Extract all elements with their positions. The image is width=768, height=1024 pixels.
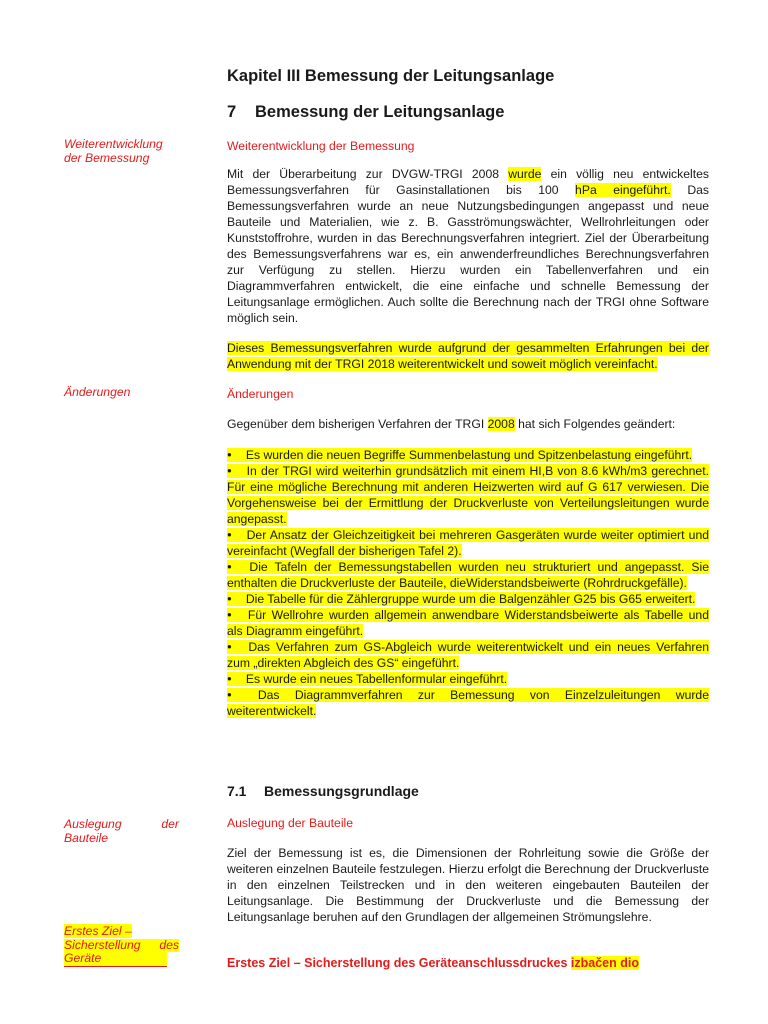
margin-word: Bauteile [64, 830, 109, 845]
highlight-wurde: wurde [508, 167, 542, 181]
section-title: Bemessungsgrundlage [264, 783, 419, 799]
margin-highlight: Erstes Ziel – [64, 924, 132, 938]
bullet-item: ● Das Verfahren zum GS-Abgleich wurde weiterentwickelt und ein neues Verfahren zum „direkten Abgleich des GS“ eingeführt. [227, 640, 709, 670]
subheading-weiterentwicklung: Weiterentwicklung der Bemessung [227, 139, 415, 153]
highlight-izbacen: izbačen dio [570, 956, 639, 970]
bullet-item: ● Das Diagrammverfahren zur Bemessung von Einzelzuleitungen wurde weiterentwickelt. [227, 688, 709, 718]
subheading-erstes-ziel [227, 955, 709, 971]
bullet-item: ● Für Wellrohre wurden allgemein anwendbare Widerstandsbeiwerte als Tabelle und als Diagramm eingeführt. [227, 608, 709, 638]
text-run: hat sich Folgendes geändert: [514, 417, 676, 431]
highlight-hpa: hPa eingeführt. [575, 183, 671, 197]
highlight-2008: 2008 [487, 417, 515, 431]
margin-word: der [161, 817, 179, 831]
subheading-aenderungen: Änderungen [227, 387, 294, 401]
bullet-item: ● Die Tafeln der Bemessungstabellen wurden neu strukturiert und angepasst. Sie enthalten die Druckverluste der Bauteile, dieWiderstandsbeiwerte (Rohrdruckgefälle). [227, 560, 709, 590]
paragraph-weiterentwicklung-2 [227, 340, 709, 372]
margin-word: Geräte [64, 952, 167, 967]
section-title: Bemessung der Leitungsanlage [255, 103, 505, 121]
text-run: Erstes Ziel – Sicherstellung des Geräteanschlussdruckes [227, 956, 571, 970]
section-7-heading [227, 102, 709, 122]
bullet-item: ● Die Tabelle für die Zählergruppe wurde um die Balgenzähler G25 bis G65 erweitert. [227, 592, 695, 606]
aenderungen-bullet-list [227, 447, 709, 719]
bullet-item: ● Der Ansatz der Gleichzeitigkeit bei mehreren Gasgeräten wurde weiter optimiert und vereinfacht (Wegfall der bisherigen Tafel 2). [227, 528, 709, 558]
paragraph-weiterentwicklung-1 [227, 166, 709, 326]
bullet-item: ● Es wurden die neuen Begriffe Summenbelastung und Spitzenbelastung eingeführt. [227, 448, 692, 462]
margin-note-weiterentwicklung: Weiterentwicklung der Bemessung [64, 137, 163, 165]
section-7-1-heading [227, 782, 709, 800]
text-run: Mit der Überarbeitung zur DVGW-TRGI 2008 [227, 167, 509, 181]
text-run: Gegenüber dem bisherigen Verfahren der TRGI [227, 417, 488, 431]
section-number: 7.1 [227, 783, 247, 799]
margin-word: Sicherstellung [64, 937, 141, 952]
paragraph-auslegung: Ziel der Bemessung ist es, die Dimensionen der Rohrleitung sowie die Größe der weiteren einzelnen Bauteile festzulegen. Hierzu erfolgt die Berechnung der Druckverluste in den einzelnen Teilstrecken und in den weiteren eingebauten Bauteilen der Leitungsanlage. Die Bestimmung der Druckverluste und die Bemessung der Leitungsanlage beruhen auf den Grundlagen der allgemeinen Strömungslehre. [227, 846, 709, 924]
margin-note-erstes-ziel [64, 925, 179, 967]
margin-word: Auslegung [64, 817, 122, 831]
highlight-paragraph: Dieses Bemessungsverfahren wurde aufgrund der gesammelten Erfahrungen bei der Anwendung mit der TRGI 2018 weiterentwickelt und soweit möglich vereinfacht. [227, 341, 709, 371]
subheading-auslegung: Auslegung der Bauteile [227, 816, 354, 830]
margin-note-aenderungen: Änderungen [64, 385, 131, 399]
margin-note-auslegung [64, 818, 179, 845]
bullet-item: ● In der TRGI wird weiterhin grundsätzlich mit einem HI,B von 8.6 kWh/m3 gerechnet. Für eine mögliche Berechnung mit anderen Heizwerten wird auf G 617 verwiesen. Die Vorgehensweise bei der Ermittlung der Druckverluste von Verteilungsleitungen wurde angepasst. [227, 464, 709, 526]
margin-word: des [159, 937, 179, 952]
bullet-item: ● Es wurde ein neues Tabellenformular eingeführt. [227, 672, 507, 686]
chapter-title: Kapitel III Bemessung der Leitungsanlage [227, 67, 555, 85]
paragraph-aenderungen-intro [227, 416, 709, 432]
text-run: ein völlig neu entwickeltes Bemessungsverfahren für Gasinstallationen bis 100 [227, 167, 709, 197]
section-number: 7 [227, 103, 237, 121]
text-run: Das Bemessungsverfahren wurde an neue Nutzungsbedingungen angepasst und neue Bauteile und Materialien, wie z. B. Gasströmungswächter, Wellrohrleitungen oder Kunststoffrohre, wurden in das Berechnungsverfahren integriert. Ziel der Überarbeitung des Bemessungsverfahrens war es, ein anwenderfreundliches Berechnungsverfahren zur Verfügung zu stellen. Hierzu wurden ein Tabellenverfahren und ein Diagrammverfahren entwickelt, die eine einfache und schnelle Bemessung der Leitungsanlage ermöglichen. Auch sollte die Berechnung nach der TRGI ohne Software möglich sein. [227, 183, 709, 325]
